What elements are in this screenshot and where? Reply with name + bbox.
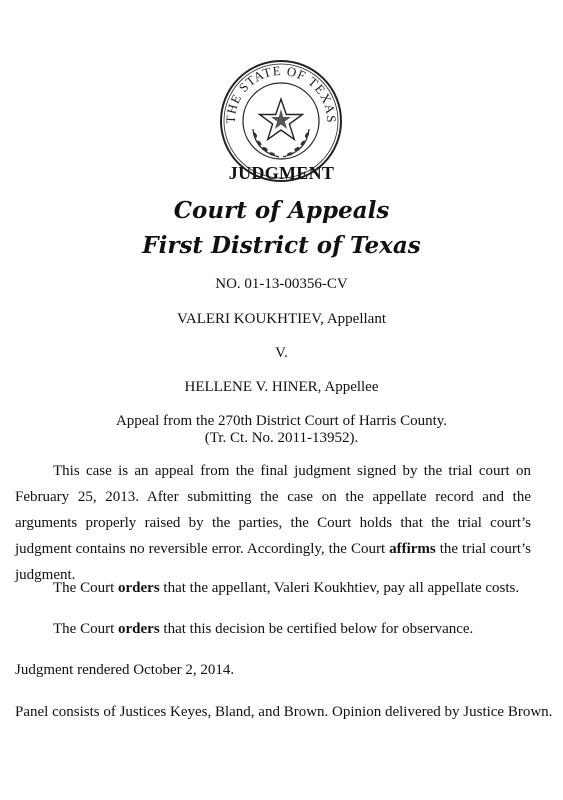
origin-line-2: (Tr. Ct. No. 2011-13952). [204, 430, 359, 446]
district-name: First District of Texas [142, 232, 421, 259]
costs-text: The Court [53, 580, 118, 596]
orders-term: orders [118, 580, 160, 596]
judgment-text: This case is an appeal from the final judgment signed by the trial court on February 25, 2013. After submitting the case on the appellate record and the arguments properly raised by the parties, the Court holds that the trial court’s judgment contains no reversible error. Accordingly, the Court [15, 463, 531, 557]
case-number: NO. 01-13-00356-CV [215, 276, 348, 292]
judgment-text-end: the trial court’s judgment. [15, 541, 531, 583]
origin-line-1: Appeal from the 270th District Court of Harris County. [115, 413, 448, 429]
panel-statement: Panel consists of Justices Keyes, Bland, and Brown. Opinion delivered by Justice Brown. [15, 704, 553, 720]
rendered-date: Judgment rendered October 2, 2014. [15, 662, 235, 678]
versus: V. [275, 345, 288, 361]
judgment-paragraph [15, 458, 531, 588]
costs-text-end: that the appellant, Valeri Koukhtiev, pay all appellate costs. [159, 580, 520, 596]
affirms-term: affirms [389, 541, 436, 557]
trial-court-origin [0, 413, 563, 447]
appellant: VALERI KOUKHTIEV, Appellant [176, 311, 386, 327]
certification-text-end: that this decision be certified below for observance. [159, 621, 474, 637]
certification-text: The Court [53, 621, 118, 637]
page-title: JUDGMENT [228, 163, 335, 183]
appellee: HELLENE V. HINER, Appellee [184, 379, 379, 395]
svg-text:THE STATE OF TEXAS: THE STATE OF TEXAS [222, 62, 340, 124]
costs-order [53, 580, 519, 597]
certification-order [53, 621, 473, 638]
orders-term: orders [118, 621, 160, 637]
court-name: Court of Appeals [173, 197, 390, 224]
